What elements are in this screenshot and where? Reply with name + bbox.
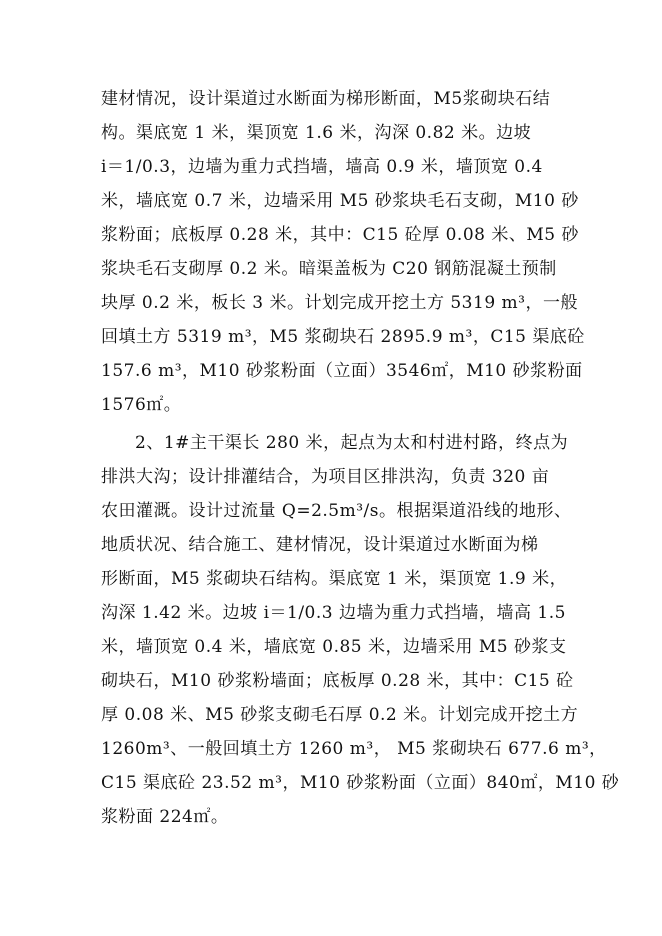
text-line: 沟深 1.42 米。边坡 i＝1/0.3 边墙为重力式挡墙，墙高 1.5	[101, 603, 566, 623]
text-line: 地质状况、结合施工、建材情况，设计渠道过水断面为梯	[101, 535, 539, 555]
text-line: 回填土方 5319 m³，M5 浆砌块石 2895.9 m³，C15 渠底砼	[101, 327, 585, 347]
text-line: 1576㎡。	[101, 395, 182, 415]
text-line: 构。渠底宽 1 米，渠顶宽 1.6 米，沟深 0.82 米。边坡	[101, 123, 532, 143]
text-line: 米，墙底宽 0.7 米，边墙采用 M5 砂浆块毛石支砌，M10 砂	[101, 191, 579, 211]
text-line: 砌块石，M10 砂浆粉墙面；底板厚 0.28 米，其中：C15 砼	[101, 671, 574, 691]
text-line: 厚 0.08 米、M5 砂浆支砌毛石厚 0.2 米。计划完成开挖土方	[101, 705, 579, 725]
text-line: 浆块毛石支砌厚 0.2 米。暗渠盖板为 C20 钢筋混凝土预制	[101, 259, 557, 279]
text-line: i＝1/0.3，边墙为重力式挡墙，墙高 0.9 米，墙顶宽 0.4	[101, 157, 543, 177]
text-line: 1260m³、一般回填土方 1260 m³， M5 浆砌块石 677.6 m³，	[101, 739, 607, 759]
text-line: 浆粉面 224㎡。	[101, 807, 229, 827]
text-line: 157.6 m³，M10 砂浆粉面（立面）3546㎡，M10 砂浆粉面	[101, 361, 583, 381]
text-line: 块厚 0.2 米，板长 3 米。计划完成开挖土方 5319 m³，一般	[101, 293, 578, 313]
text-line: 排洪大沟；设计排灌结合，为项目区排洪沟，负责 320 亩	[101, 467, 550, 487]
text-line: C15 渠底砼 23.52 m³，M10 砂浆粉面（立面）840㎡，M10 砂	[101, 773, 620, 793]
text-line: 形断面，M5 浆砌块石结构。渠底宽 1 米，渠顶宽 1.9 米，	[101, 569, 568, 589]
text-line: 浆粉面；底板厚 0.28 米，其中：C15 砼厚 0.08 米、M5 砂	[101, 225, 579, 245]
text-line: 建材情况，设计渠道过水断面为梯形断面，M5浆砌块石结	[101, 89, 551, 109]
text-line: 米，墙顶宽 0.4 米，墙底宽 0.85 米，边墙采用 M5 砂浆支	[101, 637, 567, 657]
text-line: 农田灌溉。设计过流量 Q=2.5m³/s。根据渠道沿线的地形、	[101, 501, 572, 521]
text-line: 2、1#主干渠长 280 米，起点为太和村进村路，终点为	[135, 433, 569, 453]
